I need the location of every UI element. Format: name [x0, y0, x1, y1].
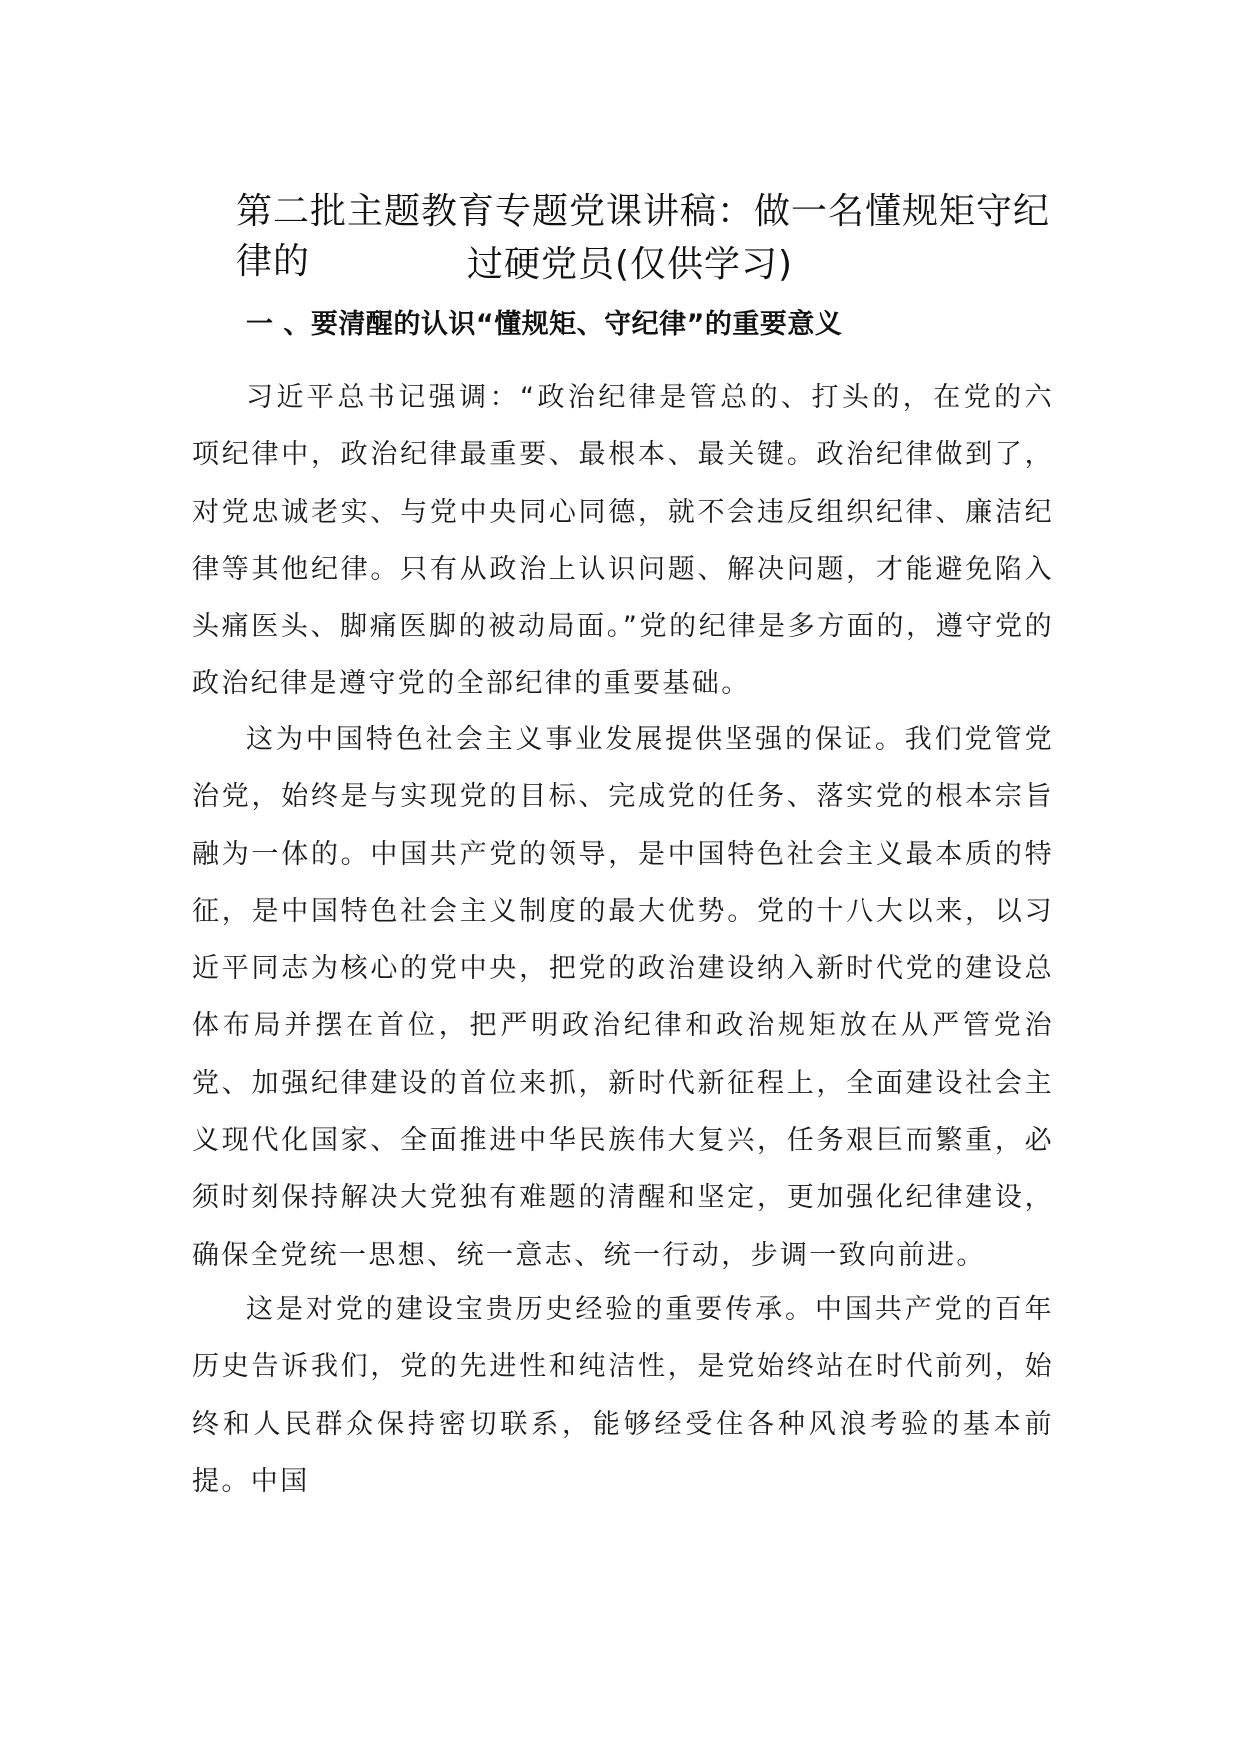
document-title-line-2: 过硬党员(仅供学习): [466, 244, 794, 285]
document-title-line-1: 第二批主题教育专题党课讲稿：做一名懂规矩守纪律的: [236, 191, 1051, 282]
body-paragraph: 这是对党的建设宝贵历史经验的重要传承。中国共产党的百年历史告诉我们，党的先进性和纯洁性，是党始终站在时代前列，始终和人民群众保持密切联系，能够经受住各种风浪考验的基本前提。中国: [192, 1294, 1054, 1497]
section-heading: 一 、要清醒的认识“懂规矩、守纪律”的重要意义: [246, 309, 843, 340]
body-paragraph: 习近平总书记强调：“政治纪律是管总的、打头的，在党的六项纪律中，政治纪律最重要、最根本、最关键。政治纪律做到了，对党忠诚老实、与党中央同心同德，就不会违反组织纪律、廉洁纪律等其他纪律。只有从政治上认识问题、解决问题，才能避免陷入头痛医头、脚痛医脚的被动局面。”党的纪律是多方面的，遵守党的政治纪律是遵守党的全部纪律的重要基础。: [192, 382, 1054, 700]
body-paragraph: 这为中国特色社会主义事业发展提供坚强的保证。我们党管党治党，始终是与实现党的目标、完成党的任务、落实党的根本宗旨融为一体的。中国共产党的领导，是中国特色社会主义最本质的特征，是中国特色社会主义制度的最大优势。党的十八大以来，以习近平同志为核心的党中央，把党的政治建设纳入新时代党的建设总体布局并摆在首位，把严明政治纪律和政治规矩放在从严管党治党、加强纪律建设的首位来抓，新时代新征程上，全面建设社会主义现代化国家、全面推进中华民族伟大复兴，任务艰巨而繁重，必须时刻保持解决大党独有难题的清醒和坚定，更加强化纪律建设，确保全党统一思想、统一意志、统一行动，步调一致向前进。: [192, 724, 1054, 1271]
